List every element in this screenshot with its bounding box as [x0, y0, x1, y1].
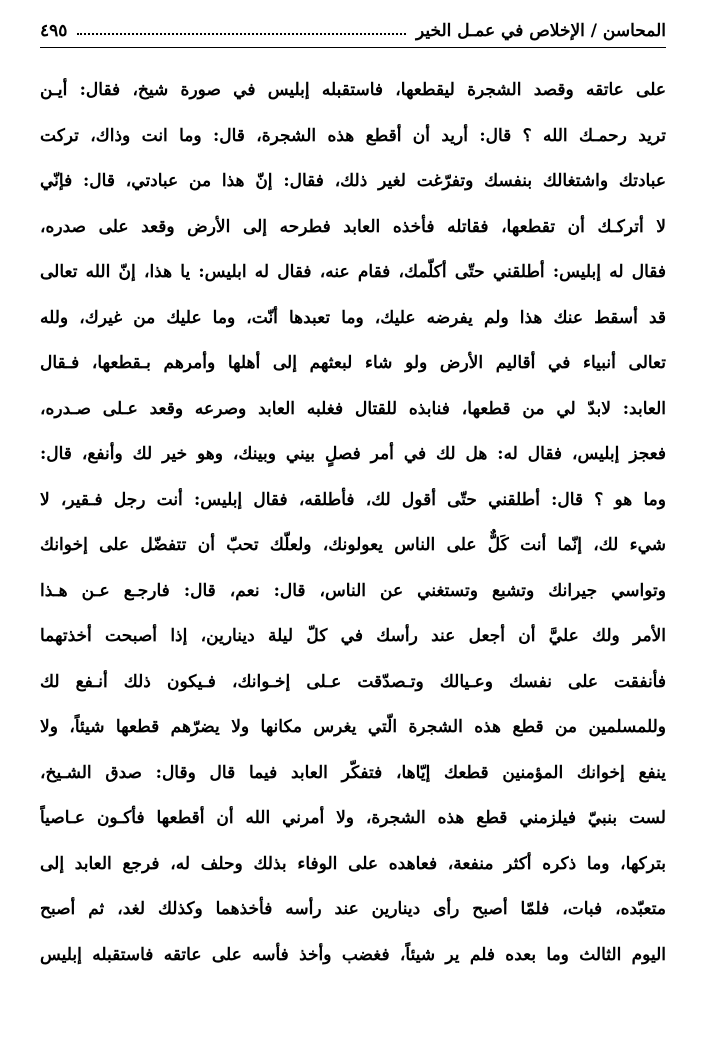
text-line: وتواسي جيرانك وتشبع وتستغني عن الناس، قال: نعم، قال: فارجـع عـن هـذا	[40, 580, 666, 601]
text-line: فقال له إبليس: أطلقني حتّى أكلّمك، فقام عنه، فقال له ابليس: يا هذا، إنّ الله تعالى	[40, 262, 666, 282]
page-header	[40, 14, 666, 48]
text-line: بتركها، وما ذكره أكثر منفعة، فعاهده على الوفاء بذلك وحلف له، فرجع العابد إلى	[40, 853, 666, 874]
text-line: تريد رحمـك الله ؟ قال: أريد أن أقطع هذه الشجرة، قال: وما انت وذاك، تركت	[40, 125, 666, 146]
text-line: لا أتركـك أن تقطعها، فقاتله فأخذه العابد فطرحه إلى الأرض وقعد على صدره،	[40, 216, 666, 237]
text-line: تعالى أنبياء في أقاليم الأرض ولو شاء لبعثهم إلى أهلها وأمرهم بـقطعها، فـقال	[40, 353, 666, 373]
text-line: قد أسقط عنك هذا ولم يفرضه عليك، وما تعبدها أنّت، وما عليك من غيرك، ولله	[40, 307, 666, 328]
text-line: متعبّده، فبات، فلمّا أصبح رأى دينارين عند رأسه فأخذهما وكذلك لغد، ثم أصبح	[40, 899, 666, 919]
text-line: ينفع إخوانك المؤمنين قطعك إيّاها، فتفكّر العابد فيما قال وقال: صدق الشـيخ،	[40, 762, 666, 783]
text-line: عبادتك واشتغالك بنفسك وتفرّغت لغير ذلك، فقال: إنّ هذا من عبادتي، قال: فإنّي	[40, 171, 666, 191]
running-title: المحاسن / الإخلاص في عمـل الخير	[415, 20, 666, 41]
text-line: فأنفقت على نفسك وعـيالك وتـصدّقت عـلى إخـوانك، فـيكون ذلك أنـفع لك	[40, 671, 666, 692]
text-line: العابد: لابدّ لي من قطعها، فنابذه للقتال فغلبه العابد وصرعه وقعد عـلى صـدره،	[40, 398, 666, 419]
text-line: وما هو ؟ قال: أطلقني حتّى أقول لك، فأطلقه، فقال إبليس: أنت رجل فـقير، لا	[40, 489, 666, 510]
text-line: على عاتقه وقصد الشجرة ليقطعها، فاستقبله إبليس في صورة شيخ، فقال: أيـن	[40, 80, 666, 100]
text-line: اليوم الثالث وما بعده فلم ير شيئاً، فغضب وأخذ فأسه على عاتقه فاستقبله إبليس	[40, 944, 666, 965]
page-number: ٤٩٥	[40, 20, 68, 41]
text-line: الأمر ولك عليَّ أن أجعل عند رأسك في كلّ ليلة دينارين، إذا أصبحت أخذتهما	[40, 626, 666, 646]
dotted-leader	[77, 33, 406, 35]
text-line: فعجز إبليس، فقال له: هل لك في أمر فصلٍ بيني وبينك، وهو خير لك وأنفع، قال:	[40, 444, 666, 464]
body-text	[40, 68, 666, 978]
text-line: شيء لك، إنّما أنت كَلٌّ على الناس يعولونك، ولعلّك تحبّ أن تتفضّل على إخوانك	[40, 535, 666, 555]
text-line: وللمسلمين من قطع هذه الشجرة الّتي يغرس مكانها ولا يضرّهم قطعها شيئاً، ولا	[40, 717, 666, 737]
text-line: لست بنبيّ فيلزمني قطع هذه الشجرة، ولا أمرني الله أن أقطعها فأكـون عـاصياً	[40, 808, 666, 828]
